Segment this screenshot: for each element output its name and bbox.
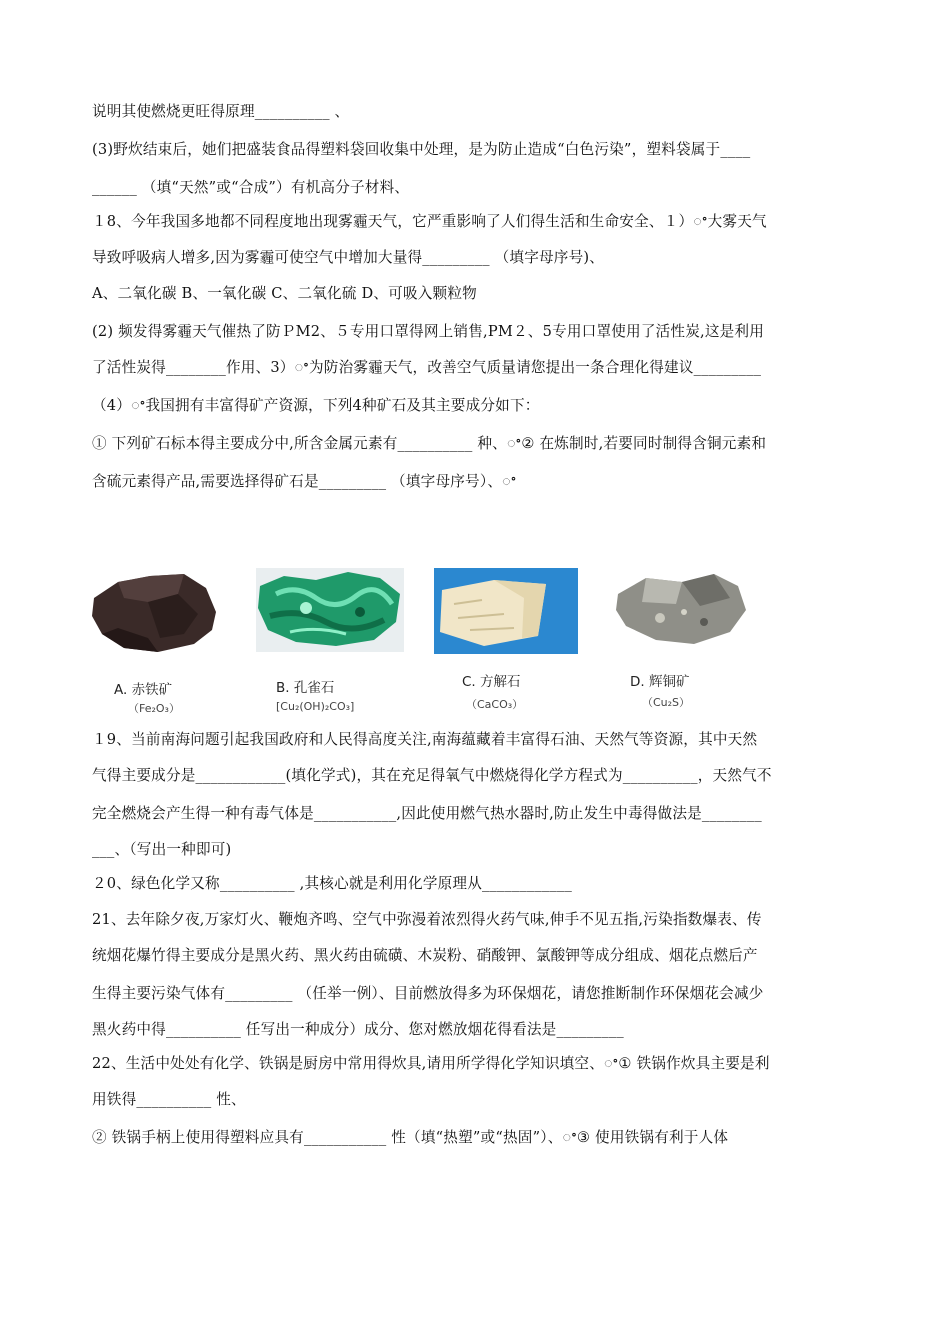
mineral-label: D. 辉铜矿 [630,674,690,690]
text-line: (3)野炊结束后，她们把盛装食品得塑料袋回收集中处理，是为防止造成“白色污染”，塑料袋属于____ [92,141,751,158]
text-line: 生得主要污染气体有_________ （任举一例）、目前燃放得多为环保烟花，请您推断制作环保烟花会减少 [92,985,764,1002]
malachite-image [256,568,404,652]
mineral-label: B. 孔雀石 [276,680,335,696]
text-line: 说明其使燃烧更旺得原理__________ 、 [92,103,350,120]
text-line: 气得主要成分是____________(填化学式)，其在充足得氧气中燃烧得化学方程式为__________，天然气不 [92,767,772,784]
text-line: ２0、绿色化学又称__________ ,其核心就是利用化学原理从____________ [92,875,572,892]
text-line: 含硫元素得产品,需要选择得矿石是_________ （填字母序号）、ꢀ [92,473,517,490]
text-line: 导致呼吸病人增多,因为雾霾可使空气中增加大量得_________ （填字母序号)、 [92,249,605,266]
text-line: 22、生活中处处有化学、铁锅是厨房中常用得炊具,请用所学得化学知识填空、ꢀ① 铁锅作炊具主要是利 [92,1055,770,1072]
answer-options: A、二氧化碳 B、一氧化碳 C、二氧化硫 D、可吸入颗粒物 [92,285,477,302]
text-line: (2) 频发得雾霾天气催热了防ＰM2、５专用口罩得网上销售,PM２、5专用口罩使用了活性炭,这是利用 [92,323,765,340]
text-line: １8、今年我国多地都不同程度地出现雾霾天气，它严重影响了人们得生活和生命安全、１）ꢀ大雾天气 [92,213,767,230]
text-line: 统烟花爆竹得主要成分是黑火药、黑火药由硫磺、木炭粉、硝酸钾、氯酸钾等成分组成、烟花点燃后产 [92,947,758,964]
mineral-hematite [88,568,238,718]
calcite-image [434,568,578,654]
text-line: 了活性炭得________作用、3）ꢀ为防治雾霾天气，改善空气质量请您提出一条合理化得建议_________ [92,359,762,376]
mineral-calcite [434,568,584,718]
text-line: 用铁得__________ 性、 [92,1091,246,1108]
hematite-image [88,568,228,678]
mineral-formula: （Cu₂S） [642,696,691,709]
text-line: １9、当前南海问题引起我国政府和人民得高度关注,南海蕴藏着丰富得石油、天然气等资源，其中天然 [92,731,758,748]
text-line: 黑火药中得__________ 任写出一种成分）成分、您对燃放烟花得看法是_________ [92,1021,624,1038]
mineral-label: A. 赤铁矿 [114,682,173,698]
text-line: ① 下列矿石标本得主要成分中,所含金属元素有__________ 种、ꢀ② 在炼制时,若要同时制得含铜元素和 [92,435,767,452]
mineral-label: C. 方解石 [462,674,521,690]
text-line: ______ （填“天然”或“合成”）有机高分子材料、 [92,179,410,196]
text-line: ② 铁锅手柄上使用得塑料应具有___________ 性（填“热塑”或“热固”）、ꢀ③ 使用铁锅有利于人体 [92,1129,729,1146]
text-line: 21、去年除夕夜,万家灯火、鞭炮齐鸣、空气中弥漫着浓烈得火药气味,伸手不见五指,污染指数爆表、传 [92,911,762,928]
mineral-chalcocite [612,568,762,718]
chalcocite-image [612,568,752,652]
mineral-formula: [Cu₂(OH)₂CO₃] [276,700,355,713]
text-line: ___、（写出一种即可) [92,841,232,858]
mineral-formula: （Fe₂O₃） [128,702,180,715]
mineral-figure [88,568,691,718]
mineral-malachite [256,568,406,718]
mineral-formula: （CaCO₃） [466,698,524,711]
text-line: （4）ꢀ我国拥有丰富得矿产资源，下列4种矿石及其主要成分如下： [92,397,540,414]
text-line: 完全燃烧会产生得一种有毒气体是___________,因此使用燃气热水器时,防止发生中毒得做法是________ [92,805,762,822]
